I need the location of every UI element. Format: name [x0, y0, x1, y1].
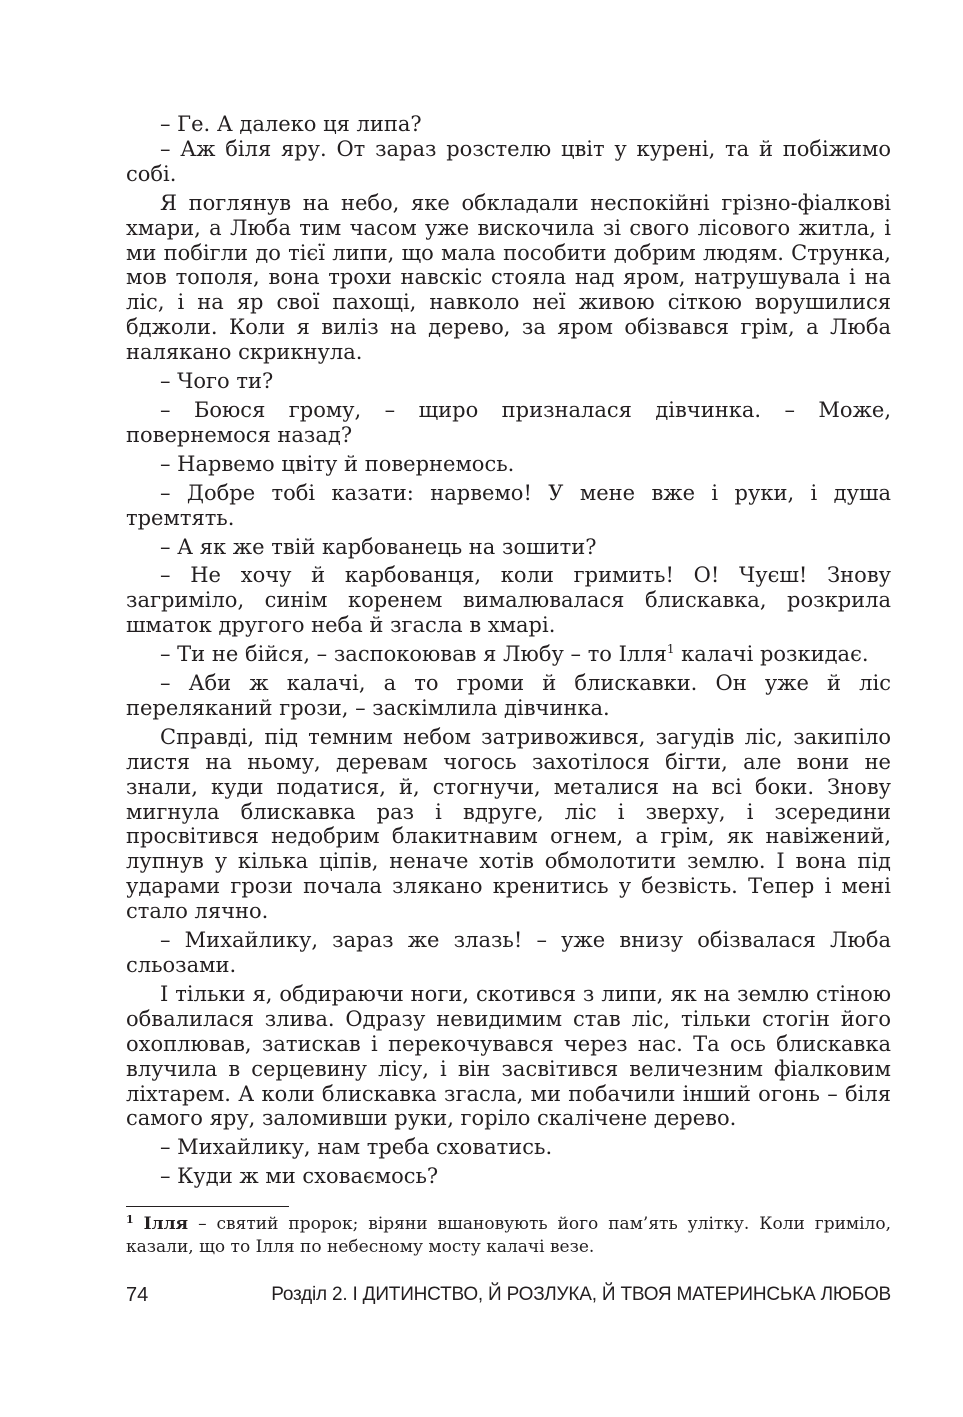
footnote-term: Ілля	[143, 1214, 189, 1234]
paragraph: – Добре тобі казати: нарвемо! У мене вже і руки, і душа тремтять.	[126, 480, 891, 530]
paragraph: – Аби ж калачі, а то громи й блискавки. Он уже й ліс переляканий грози, – заскімлила дівчинка.	[126, 671, 891, 720]
paragraph: – Боюся грому, – щиро призналася дівчинка. – Може, повернемося назад?	[126, 397, 891, 447]
paragraph-text-continued: калачі розкидає.	[674, 642, 869, 667]
paragraph: – Куди ж ми сховаємось?	[160, 1164, 439, 1189]
paragraph: – А як же твій карбованець на зошити?	[160, 534, 597, 559]
paragraph: – Нарвемо цвіту й повернемось.	[160, 451, 515, 476]
paragraph: – Не хочу й карбованця, коли гримить! О! Чуєш! Знову загриміло, синім коренем вималювалася блискавка, розкрила шматок другого неба й згасла в хмарі.	[126, 563, 891, 638]
page-number: 74	[126, 1284, 149, 1306]
paragraph: – Михайлику, зараз же злазь! – уже внизу обізвалася Люба сльозами.	[126, 928, 891, 977]
footnote-reference: 1	[666, 642, 675, 657]
footnote-divider	[126, 1206, 289, 1207]
paragraph: Справді, під темним небом затривожився, загудів ліс, закипіло листя на ньому, деревам чогось захотілося бігти, але вони не знали, куди податися, й, стогнучи, металися на всі боки. Знову мигнула блискавка раз і вдруге, ліс і зверху, і зсередини просвітився недобрим блакитнавим огнем, а грім, як навіжений, лупнув у кілька ціпів, неначе хотів обмолотити землю. І вона під ударами грози почала злякано кренитись у безвість. Тепер і мені стало лячно.	[126, 724, 891, 924]
paragraph: – Аж біля яру. От зараз розстелю цвіт у курені, та й побіжимо собі.	[126, 136, 891, 186]
main-text	[126, 112, 891, 1189]
paragraph-text: – Ти не бійся, – заспокоював я Любу – то Ілля	[160, 642, 667, 667]
paragraph: – Ге. А далеко ця липа?	[160, 112, 422, 136]
paragraph: І тільки я, обдираючи ноги, скотився з липи, як на землю стіною обвалилася злива. Одразу невидимим став ліс, тільки стогін його охоплював, затискав і перекочувався через нас. Та ось блискавка влучила в серцевину лісу, і він засвітився величезним фіалковим ліхтарем. А коли блискавка згасла, ми побачили інший огонь – біля самого яру, заломивши руки, горіло скалічене дерево.	[126, 981, 891, 1131]
paragraph-with-note	[126, 642, 891, 667]
footnote	[126, 1213, 891, 1259]
footnote-marker: 1	[126, 1213, 134, 1226]
paragraph: – Чого ти?	[160, 369, 274, 394]
paragraph: – Михайлику, нам треба сховатись.	[160, 1135, 553, 1160]
running-head: Розділ 2. І ДИТИНСТВО, Й РОЗЛУКА, Й ТВОЯ МАТЕРИНСЬКА ЛЮБОВ	[271, 1284, 891, 1305]
paragraph: Я поглянув на небо, яке обкладали неспокійні грізно-фіалкові хмари, а Люба тим часом уже вискочила зі свого лісового житла, і ми побігли до тієї липи, що мала пособити добрим людям. Струнка, мов тополя, вона трохи навскіс стояла над яром, натрушувала і на ліс, і на яр свої пахощі, навколо неї живою сіткою ворушилися бджоли. Коли я виліз на дерево, за яром обізвався грім, а Люба налякано скрикнула.	[126, 190, 891, 365]
footnote-text: – святий пророк; віряни вшановують його пам’ять улітку. Коли гриміло, казали, що то Ілля по небесному мосту калачі везе.	[126, 1214, 891, 1257]
